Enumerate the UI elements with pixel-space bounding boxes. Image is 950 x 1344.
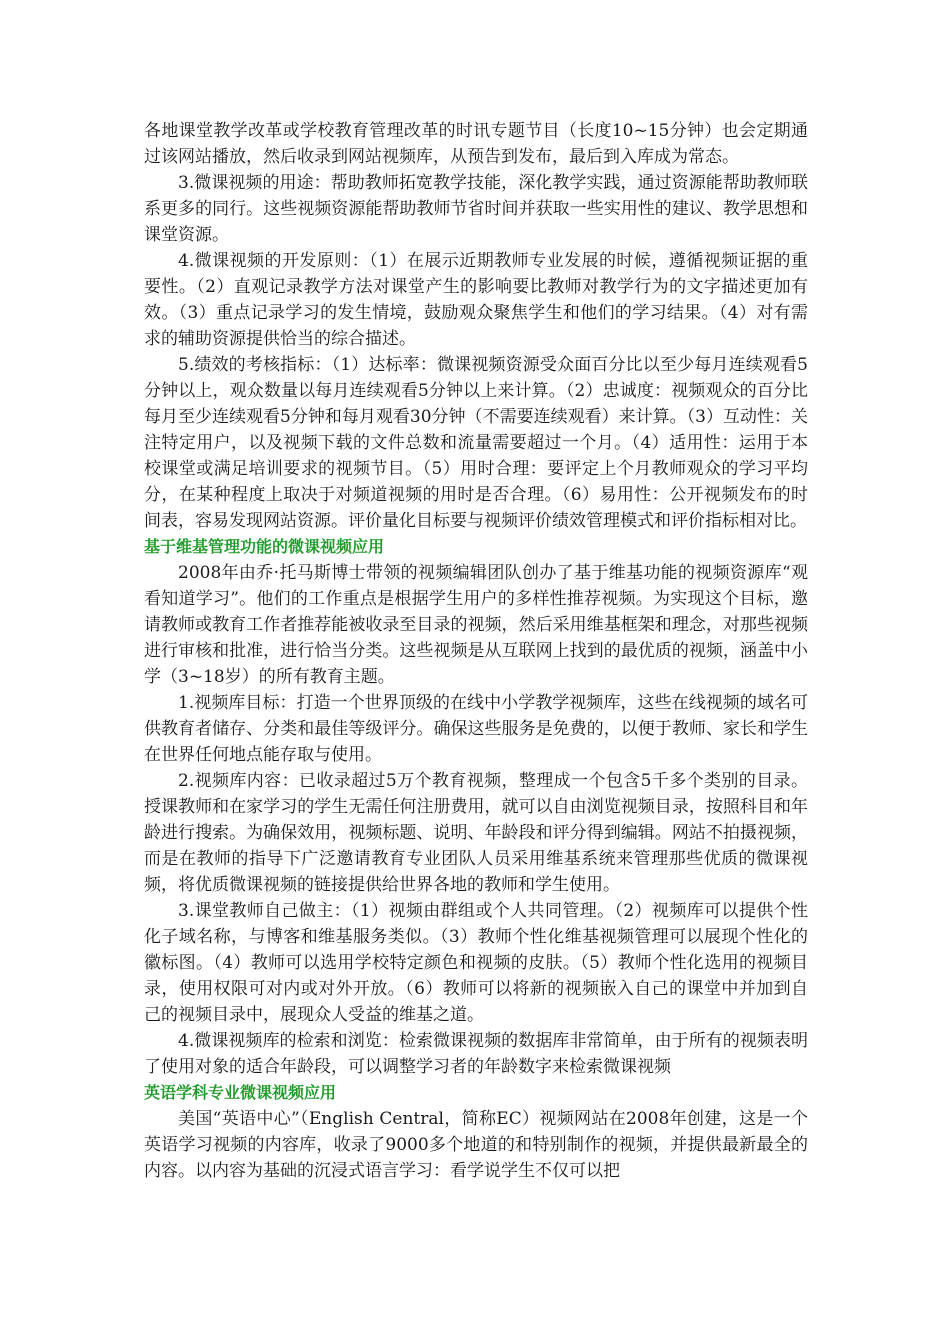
paragraph-english-central: 美国“英语中心”（English Central，简称EC）视频网站在2008年创建，这是一个英语学习视频的内容库，收录了9000多个地道的和特别制作的视频，并提供最新最全的内容。以内容为基础的沉浸式语言学习：看学说学生不仅可以把 (144, 1109, 808, 1181)
paragraph-teacher-control: 3.课堂教师自己做主：（1）视频由群组或个人共同管理。（2）视频库可以提供个性化子域名称，与博客和维基服务类似。（3）教师个性化维基视频管理可以展现个性化的徽标图。（4）教师可以选用学校特定颜色和视频的皮肤。（5）教师个性化选用的视频目录，使用权限可对内或对外开放。（6）教师可以将新的视频嵌入自己的课堂中并加到自己的视频目录中，展现众人受益的维基之道。 (144, 901, 808, 1025)
section-heading-english: 英语学科专业微课视频应用 (144, 1083, 337, 1102)
document-page (144, 118, 808, 1184)
paragraph-usage: 3.微课视频的用途：帮助教师拓宽教学技能，深化教学实践，通过资源能帮助教师联系更多的同行。这些视频资源能帮助教师节省时间并获取一些实用性的建议、教学思想和课堂资源。 (144, 173, 808, 245)
paragraph-library-goal: 1.视频库目标：打造一个世界顶级的在线中小学教学视频库，这些在线视频的域名可供教育者储存、分类和最佳等级评分。确保这些服务是免费的，以便于教师、家长和学生在世界任何地点能存取与使用。 (144, 693, 808, 765)
paragraph-search-browse: 4.微课视频库的检索和浏览：检索微课视频的数据库非常简单，由于所有的视频表明了使用对象的适合年龄段，可以调整学习者的年龄数字来检索微课视频 (144, 1031, 808, 1077)
paragraph-wiki-intro: 2008年由乔·托马斯博士带领的视频编辑团队创办了基于维基功能的视频资源库“观看知道学习”。他们的工作重点是根据学生用户的多样性推荐视频。为实现这个目标，邀请教师或教育工作者推荐能被收录至目录的视频，然后采用维基框架和理念，对那些视频进行审核和批准，进行恰当分类。这些视频是从互联网上找到的最优质的视频，涵盖中小学（3~18岁）的所有教育主题。 (144, 563, 808, 687)
paragraph-intro: 各地课堂教学改革或学校教育管理改革的时讯专题节目（长度10~15分钟）也会定期通过该网站播放，然后收录到网站视频库，从预告到发布，最后到入库成为常态。 (144, 121, 808, 167)
paragraph-library-content: 2.视频库内容：已收录超过5万个教育视频，整理成一个包含5千多个类别的目录。授课教师和在家学习的学生无需任何注册费用，就可以自由浏览视频目录，按照科目和年龄进行搜索。为确保效用，视频标题、说明、年龄段和评分得到编辑。网站不拍摄视频，而是在教师的指导下广泛邀请教育专业团队人员采用维基系统来管理那些优质的微课视频，将优质微课视频的链接提供给世界各地的教师和学生使用。 (144, 771, 808, 895)
paragraph-principles: 4.微课视频的开发原则：（1）在展示近期教师专业发展的时候，遵循视频证据的重要性。（2）直观记录教学方法对课堂产生的影响要比教师对教学行为的文字描述更加有效。（3）重点记录学习的发生情境，鼓励观众聚焦学生和他们的学习结果。（4）对有需求的辅助资源提供恰当的综合描述。 (144, 251, 808, 349)
paragraph-metrics: 5.绩效的考核指标：（1）达标率：微课视频资源受众面百分比以至少每月连续观看5分钟以上，观众数量以每月连续观看5分钟以上来计算。（2）忠诚度：视频观众的百分比每月至少连续观看5分钟和每月观看30分钟（不需要连续观看）来计算。（3）互动性：关注特定用户，以及视频下载的文件总数和流量需要超过一个月。（4）适用性：运用于本校课堂或满足培训要求的视频节目。（5）用时合理：要评定上个月教师观众的学习平均分，在某种程度上取决于对频道视频的用时是否合理。（6）易用性：公开视频发布的时间表，容易发现网站资源。评价量化目标要与视频评价绩效管理模式和评价指标相对比。 (144, 355, 808, 531)
section-heading-wiki: 基于维基管理功能的微课视频应用 (144, 537, 385, 556)
